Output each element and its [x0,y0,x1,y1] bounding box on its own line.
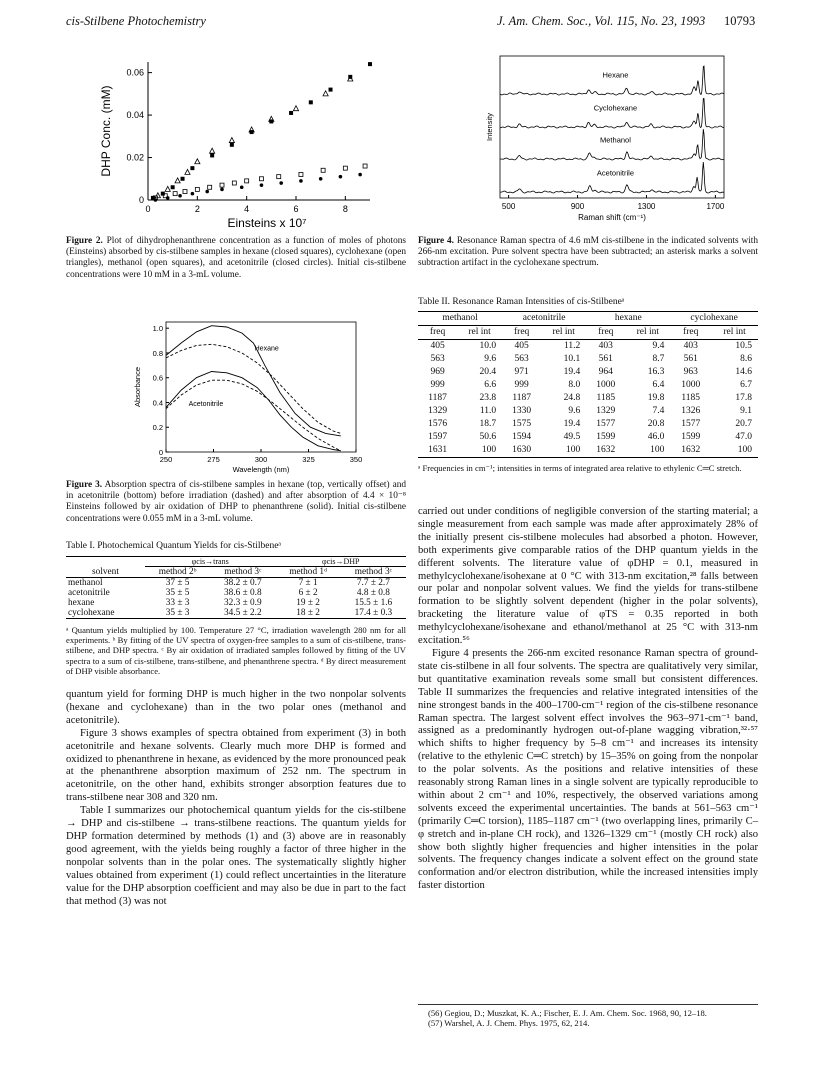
column-header: method 3ᶜ [341,567,406,578]
data-point-filled-circle [220,188,224,192]
annotation-acetonitrile: Acetonitrile [188,401,224,409]
y-axis-label: Absorbance [133,366,142,408]
data-point-open-square [299,173,303,177]
y-tick-label: 0.2 [152,423,163,433]
data-point-open-square [321,168,325,172]
reference-divider [418,1004,758,1005]
x-axis-label: Wavelength (nm) [232,465,290,474]
table-row: 1631 100 1630 100 1632 100 1632 100 [418,444,758,458]
data-point-open-square [259,177,263,181]
data-point-open-square [245,179,249,183]
data-point-filled-square [230,143,234,147]
data-point-open-square [173,192,177,196]
data-point-open-triangle [210,148,215,153]
table-1 [66,556,406,619]
data-point-filled-circle [319,177,323,181]
column-header: freq [418,326,457,340]
column-header: solvent [66,567,145,578]
reference-56: (56) Gegiou, D.; Muszkat, K. A.; Fischer, E. J. Am. Chem. Soc. 1968, 90, 12–18. [428,1008,707,1018]
figure-2-caption: Figure 2. Plot of dihydrophenanthrene concentration as a function of moles of photons (Einsteins) absorbed by cis-stilbene samples in hexane (closed squares), cyclohexane (open triangles), methanol (open squares), and acetonitrile (closed circles). Initial cis-stilbene concentrations were 10 mM in a 3-mL volume. [66,236,406,280]
data-point-filled-square [309,100,313,104]
x-tick-label: 325 [302,455,315,464]
x-tick-label: 500 [501,202,516,211]
data-point-filled-square [289,111,293,115]
annotation-hexane: Hexane [254,345,279,353]
table-row: hexane 33 ± 3 32.3 ± 0.9 19 ± 2 15.5 ± 1.6 [68,598,393,608]
data-point-open-triangle [175,178,180,183]
x-tick-label: 6 [293,204,299,214]
column-header: freq [670,326,711,340]
table-row: 969 20.4 971 19.4 964 16.3 963 14.6 [430,367,752,377]
spectrum-label: Cyclohexane [593,103,638,113]
column-header: method 1ᵈ [275,567,340,578]
y-axis-label: Intensity [485,113,494,141]
data-point-filled-square [181,177,185,181]
running-title: cis-Stilbene Photochemistry [66,14,206,28]
y-tick-label: 0.4 [152,398,163,408]
data-point-open-triangle [293,106,298,111]
x-tick-label: 275 [207,455,220,464]
spectrum-line-dashed [166,380,341,451]
group-header: acetonitrile [502,312,586,326]
data-point-open-square [220,183,224,187]
data-point-filled-circle [260,183,264,187]
data-point-filled-circle [299,179,303,183]
table-row: 1597 50.6 1594 49.5 1599 46.0 1599 47.0 [428,432,752,442]
spectrum-label: Acetonitrile [596,168,635,178]
x-axis-label: Raman shift (cm⁻¹) [578,213,646,222]
table-row: 1576 18.7 1575 19.4 1577 20.8 1577 20.7 [428,419,752,429]
table-row: 405 10.0 405 11.2 403 9.4 403 10.5 [430,341,752,351]
data-point-open-square [232,181,236,185]
data-point-open-square [183,190,187,194]
data-point-filled-circle [191,192,195,196]
column-header: freq [502,326,541,340]
y-tick-label: 0.06 [126,67,144,78]
group-header: hexane [586,312,670,326]
journal-citation: J. Am. Chem. Soc., Vol. 115, No. 23, 1993 [497,14,706,28]
column-header: rel int [457,326,502,340]
figure-3-caption: Figure 3. Absorption spectra of cis-stilbene samples in hexane (top, vertically offset) and in acetonitrile (bottom) before irradiation (dashed) and after absorption of 4.4 × 10⁻⁸ Einsteins followed by air oxidation of DHP to phenanthrene (solid). Initial cis-stilbene concentrations were 0.055 mM in a 3-mL volume. [66,480,407,524]
column-header: method 2ᵇ [145,567,210,578]
right-body-text: carried out under conditions of negligible conversion of the starting material; a single measurement from each sample was made after approximately 28% of the initially present cis-stilbene molecules had absorbed a photon. However, both experiments give comparable ratios of the DHP quantum yields in the different solvents. The literature value of φDHP = 0.1, measured in methylcyclohexane/isohexane at 0 °C with 313-nm excitation,²⁸ falls between our polar and nonpolar solvent values. We find the yields for trans-stilbene formation to be slightly solvent dependent (higher in the polar solvents), bracketing the literature value of φTS = 0.35 reported in both methylcyclohexane/isohexane and ethanol/methanol at 25 °C with 313-nm excitation.⁵⁶ Figure 4 presents the 266-nm excited resonance Raman spectra of ground-state cis-stilbene in all four solvents. The spectra are qualitatively very similar, but quantitative examination reveals some small but consistent differences. Table II summarizes the frequencies and relative integrated intensities of the nine strongest bands in the 400–1700-cm⁻¹ region of the cis-stilbene resonance Raman spectra. The largest solvent effect involves the 963–971-cm⁻¹ band, assigned as a predominantly hydrogen out-of-plane wagging vibration,³²·⁵⁷ which shifts to higher frequency by 5–8 cm⁻¹ and increases its intensity (relative to the ethylenic C═C stretch) by 15–35% on going from the nonpolar to the polar solvents. As the positions and relative intensities of these reasonably strong Raman lines in a single solvent are typically reproducible to within about 2 cm⁻¹ and 10%, respectively, the observed variations among solvents exceed the experimental uncertainties. The bands at 561–563 cm⁻¹ (primarily C═C torsion), 1185–1187 cm⁻¹ (two overlapping lines, primarily C–φ stretch and in-plane CH rock), and 1326–1329 cm⁻¹ (mostly CH rock) also show both slightly higher frequencies and higher intensities in the polar solvents. The frequency changes indicate a solvent effect on the ground state conformation and/or electron distribution, while the increased intensities imply faster distortion [418,506,758,892]
data-point-filled-circle [358,173,362,177]
data-point-filled-circle [240,185,244,189]
y-tick-label: 0.8 [152,348,163,358]
group-header: cyclohexane [670,312,758,326]
column-header: rel int [711,326,758,340]
spectrum-label: Hexane [602,70,629,80]
table-row: acetonitrile 35 ± 5 38.6 ± 0.8 6 ± 2 4.8 ± 0.8 [68,588,390,598]
y-tick-label: 1.0 [152,324,163,334]
data-point-open-square [195,187,199,191]
table-2-title: Table II. Resonance Raman Intensities of cis-Stilbeneᵃ [418,297,625,307]
data-point-open-square [343,166,347,170]
x-tick-label: 4 [244,204,250,214]
table-row: 563 9.6 563 10.1 561 8.7 561 8.6 [430,354,752,364]
x-tick-label: 8 [342,204,348,214]
x-tick-label: 250 [159,455,173,464]
data-point-open-triangle [185,169,190,174]
data-point-open-square [363,164,367,168]
x-tick-label: 1700 [706,202,725,211]
figure-4-caption: Figure 4. Resonance Raman spectra of 4.6 mM cis-stilbene in the indicated solvents with 266-nm excitation. Pure solvent spectra have been subtracted; an asterisk marks a solvent subtraction artifact in the cyclohexane spectrum. [418,236,759,269]
group-header: methanol [418,312,502,326]
x-tick-label: 2 [194,204,200,214]
data-point-open-square [208,185,212,189]
y-axis-label: DHP Conc. (mM) [99,85,113,177]
table-2-footnote: ᵃ Frequencies in cm⁻¹; intensities in terms of integrated area relative to ethylenic C═C stretch. [418,463,742,473]
data-point-filled-square [171,185,175,189]
table-row: 1329 11.0 1330 9.6 1329 7.4 1326 9.1 [428,406,752,416]
references [418,1008,758,1028]
y-tick-label: 0 [138,195,144,205]
x-tick-label: 900 [570,202,585,211]
data-point-filled-circle [166,196,170,200]
table-1-title: Table I. Photochemical Quantum Yields for cis-Stilbeneᵃ [66,541,282,551]
data-point-filled-square [368,62,372,66]
table-row: methanol 37 ± 5 38.2 ± 0.7 7 ± 1 7.7 ± 2.7 [68,578,390,588]
figure-3-chart [128,314,368,476]
data-point-open-triangle [195,159,200,164]
x-tick-label: 1300 [637,202,656,211]
data-point-open-triangle [155,193,160,198]
figure-4-chart [480,52,730,230]
column-header: freq [586,326,625,340]
table-row: cyclohexane 35 ± 3 34.5 ± 2.2 18 ± 2 17.4 ± 0.3 [66,608,406,619]
column-header: rel int [541,326,586,340]
data-point-open-square [277,175,281,179]
table-2 [418,311,758,458]
x-tick-label: 0 [145,204,151,214]
table-row: 1187 23.8 1187 24.8 1185 19.8 1185 17.8 [428,393,752,403]
data-point-filled-square [329,88,333,92]
page-number: 10793 [724,14,756,28]
data-point-open-triangle [165,186,170,191]
data-point-filled-circle [339,175,343,179]
data-point-filled-circle [205,190,209,194]
data-point-open-triangle [323,91,328,96]
group-header: φcis→DHP [275,557,406,567]
column-header: method 3ᶜ [210,567,275,578]
data-point-filled-circle [154,198,158,202]
y-tick-label: 0.02 [126,152,144,163]
x-axis-label: Einsteins x 10⁷ [227,216,307,230]
raman-spectrum-line [500,162,724,193]
group-header: φcis→trans [145,557,275,567]
data-point-filled-circle [178,194,182,198]
data-point-filled-square [210,153,214,157]
spectrum-line-solid [166,372,341,451]
plot-frame [166,322,356,452]
data-point-filled-square [190,166,194,170]
left-body-text: quantum yield for forming DHP is much higher in the two nonpolar solvents (hexane and cyclohexane) than in the two polar ones (methanol and acetonitrile). Figure 3 shows examples of spectra obtained from experiment (3) in both acetonitrile and hexane solvents. Clearly much more DHP is formed and oxidized to phenanthrene in hexane, as evidenced by the more pronounced peak at the phenanthrene absorption maximum of 252 nm. The spectrum in acetonitrile, on the other hand, exhibits stronger absorption features due to trans-stilbene near 308 and 320 nm. Table I summarizes our photochemical quantum yields for the cis-stilbene → DHP and cis-stilbene → trans-stilbene reactions. The quantum yields for DHP formation determined by methods (1) and (3) above are in reasonably good agreement, with the yields being roughly a factor of three higher in the nonpolar solvents than in the polar ones. The systematically slightly higher values obtained from experiment (1) could reflect uncertainties in the literature value for the DHP absorption coefficient and may also be due in part to the fact that method (3) was not [66,689,406,907]
figure-2-chart [80,50,400,232]
spectrum-line-dashed [166,344,341,433]
raman-spectrum-line [500,129,724,160]
x-tick-label: 300 [254,455,268,464]
table-row: 999 6.6 999 8.0 1000 6.4 1000 6.7 [430,380,752,390]
data-point-filled-circle [279,181,283,185]
y-tick-label: 0 [158,448,163,457]
reference-57: (57) Warshel, A. J. Chem. Phys. 1975, 62, 214. [428,1018,590,1029]
data-point-open-triangle [229,138,234,143]
y-tick-label: 0.04 [126,110,144,121]
x-tick-label: 350 [349,455,363,464]
y-tick-label: 0.6 [152,373,163,383]
column-header: rel int [625,326,670,340]
table-1-footnote: ᵃ Quantum yields multiplied by 100. Temperature 27 °C, irradiation wavelength 280 nm for all experiments. ᵇ By fitting of the UV spectra of oxygen-free samples to a sum of cis-stilbene, trans-stilbene, and DHP spectra. ᶜ By air oxidation of irradiated samples followed by fitting of the UV spectra to a sum of cis-stilbene, trans-stilbene, and phenanthrene spectra. ᵈ By direct measurement of DHP visible absorbance. [66,625,406,676]
spectrum-label: Methanol [600,135,631,145]
